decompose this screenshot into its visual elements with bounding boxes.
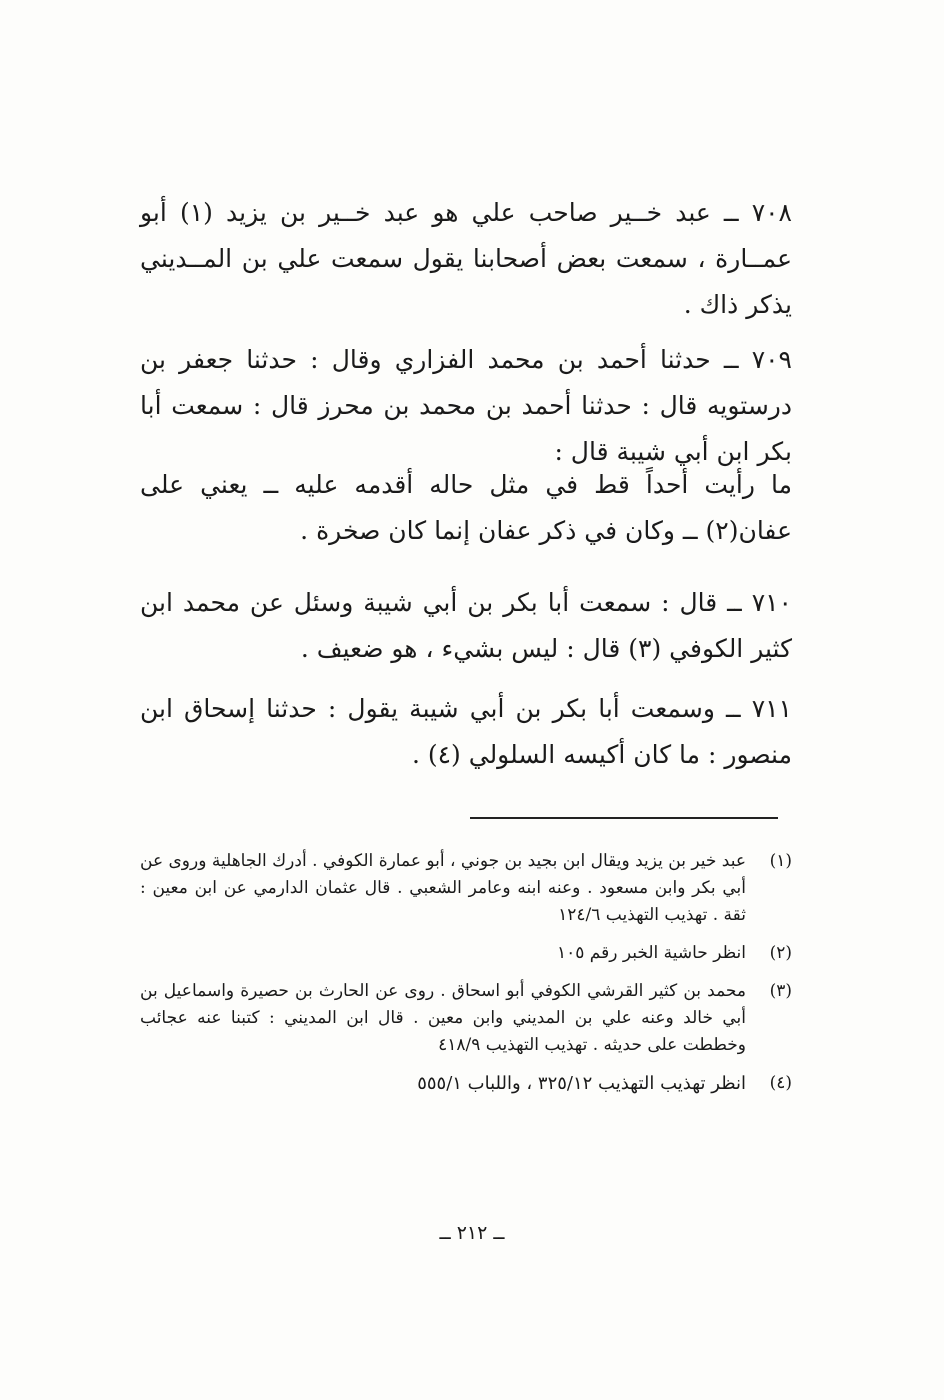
footnote-3-text: محمد بن كثير القرشي الكوفي أبو اسحاق . روى عن الحارث بن حصيرة واسماعيل بن أبي خالد وعنه علي بن المديني وابن معين . قال ابن المديني : كتبنا عنه عجائب وخططت على حديثه . تهذيب التهذيب ٤١٨/٩ (140, 981, 746, 1055)
footnote-3-number: (٣) (769, 981, 792, 1001)
entry-709 (140, 337, 792, 475)
entry-710-text: ٧١٠ ــ قال : سمعت أبا بكر بن أبي شيبة وسئل عن محمد ابن كثير الكوفي (٣) قال : ليس بشيء ، هو ضعيف . (140, 588, 792, 663)
page-number: ــ ٢١٢ ــ (439, 1222, 505, 1244)
entry-710 (140, 580, 792, 672)
footnote-2-text: انظر حاشية الخبر رقم ١٠٥ (556, 943, 746, 963)
footnote-4-text: انظر تهذيب التهذيب ٣٢٥/١٢ ، واللباب ٥٥٥/١ (417, 1073, 746, 1094)
footnote-2 (140, 940, 792, 967)
entry-708 (140, 190, 792, 328)
entry-709-text: ٧٠٩ ــ حدثنا أحمد بن محمد الفزاري وقال : حدثنا جعفر بن درستويه قال : حدثنا أحمد بن محمد بن محرز قال : سمعت أبا بكر ابن أبي شيبة قال : (140, 345, 792, 466)
entry-709-quote-text: ما رأيت أحداً قط في مثل حاله أقدمه عليه ــ يعني على عفان(٢) ــ وكان في ذكر عفان إنما كان صخرة . (140, 470, 792, 545)
footnotes (140, 848, 792, 1108)
entry-711-text: ٧١١ ــ وسمعت أبا بكر بن أبي شيبة يقول : حدثنا إسحاق ابن منصور : ما كان أكيسه السلولي (٤) . (140, 694, 792, 769)
footnote-2-number: (٢) (769, 943, 792, 963)
footnote-3 (140, 978, 792, 1059)
footnote-1-text: عبد خير بن يزيد ويقال ابن بجيد بن جوني ، أبو عمارة الكوفي . أدرك الجاهلية وروى عن أبي بكر وابن مسعود . وعنه ابنه وعامر الشعبي . قال عثمان الدارمي عن ابن معين : ثقة . تهذيب التهذيب ١٢٤/٦ (140, 851, 746, 925)
footnote-1-number: (١) (769, 851, 792, 871)
entry-709-quote (140, 462, 792, 554)
footnote-4 (140, 1070, 792, 1097)
entry-711 (140, 686, 792, 778)
entry-708-text: ٧٠٨ ــ عبد خــير صاحب علي هو عبد خــير بن يزيد (١) أبو عمــارة ، سمعت بعض أصحابنا يقول سمعت علي بن المــديني يذكر ذاك . (140, 198, 792, 319)
footnote-separator (470, 817, 778, 819)
footnote-1 (140, 848, 792, 929)
footnote-4-number: (٤) (769, 1073, 792, 1093)
